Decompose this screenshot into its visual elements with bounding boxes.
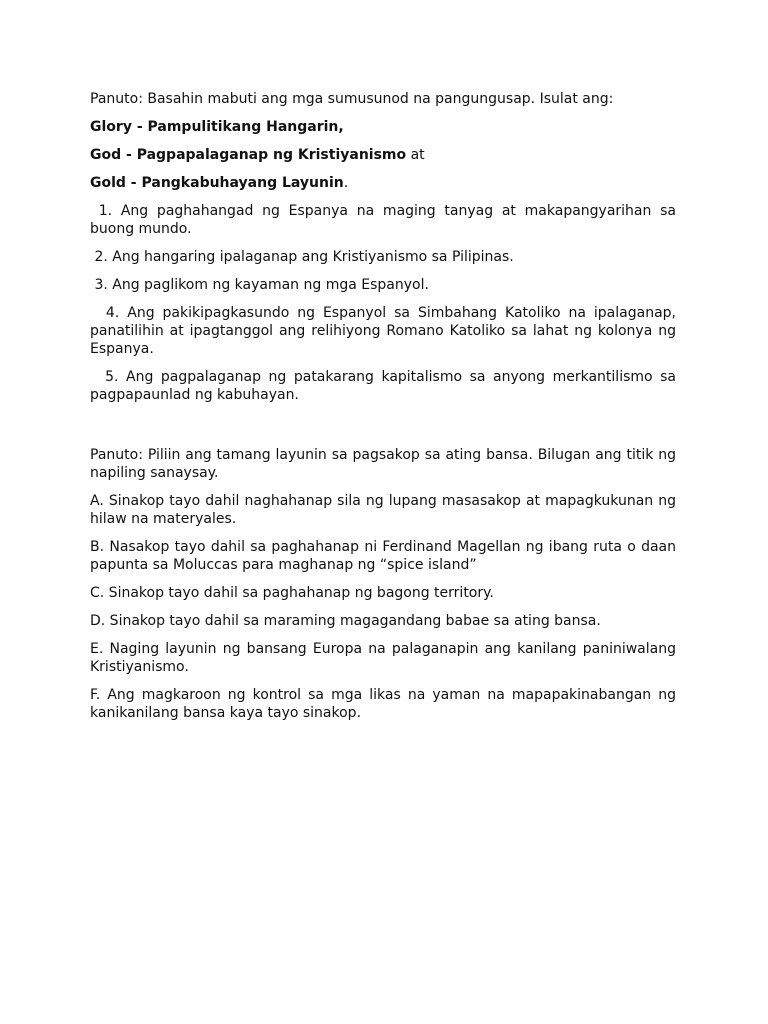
- option-e: E. Naging layunin ng bansang Europa na palaganapin ang kanilang paniniwalang Kristiyanismo.: [90, 641, 676, 675]
- item-1: 1. Ang paghahangad ng Espanya na maging tanyag at makapangyarihan sa buong mundo.: [90, 203, 681, 237]
- item-4: 4. Ang pakikipagkasundo ng Espanyol sa Simbahang Katoliko na ipalaganap, panatilihin at ipagtanggol ang relihiyong Romano Katoliko sa lahat ng kolonya ng Espanya.: [90, 305, 681, 357]
- document-page: [90, 90, 681, 732]
- option-f: F. Ang magkaroon ng kontrol sa mga likas na yaman na mapapakinabangan ng kanikanilang bansa kaya tayo sinakop.: [90, 687, 676, 721]
- item-2: 2. Ang hangaring ipalaganap ang Kristiyanismo sa Pilipinas.: [90, 249, 514, 265]
- glory-label: Glory - Pampulitikang Hangarin,: [90, 119, 344, 135]
- instruction-1: Panuto: Basahin mabuti ang mga sumusunod na pangungusap. Isulat ang:: [90, 91, 614, 107]
- item-3: 3. Ang paglikom ng kayaman ng mga Espanyol.: [90, 277, 429, 293]
- god-suffix: at: [406, 147, 425, 163]
- item-5: 5. Ang pagpalaganap ng patakarang kapitalismo sa anyong merkantilismo sa pagpapaunlad ng kabuhayan.: [90, 369, 681, 403]
- god-definition: [90, 146, 676, 164]
- god-label: God - Pagpapalaganap ng Kristiyanismo: [90, 147, 407, 163]
- option-c: C. Sinakop tayo dahil sa paghahanap ng bagong territory.: [90, 585, 494, 601]
- gold-suffix: .: [343, 175, 349, 191]
- instruction-2: Panuto: Piliin ang tamang layunin sa pagsakop sa ating bansa. Bilugan ang titik ng napiling sanaysay.: [90, 447, 676, 481]
- option-a: A. Sinakop tayo dahil naghahanap sila ng lupang masasakop at mapagkukunan ng hilaw na materyales.: [90, 493, 676, 527]
- option-b: B. Nasakop tayo dahil sa paghahanap ni Ferdinand Magellan ng ibang ruta o daan papunta sa Moluccas para maghanap ng “spice island”: [90, 539, 676, 573]
- option-d: D. Sinakop tayo dahil sa maraming magagandang babae sa ating bansa.: [90, 613, 601, 629]
- glory-definition: [90, 118, 676, 136]
- section-spacer: [90, 414, 676, 446]
- gold-label: Gold - Pangkabuhayang Layunin: [90, 175, 344, 191]
- gold-definition: [90, 174, 676, 192]
